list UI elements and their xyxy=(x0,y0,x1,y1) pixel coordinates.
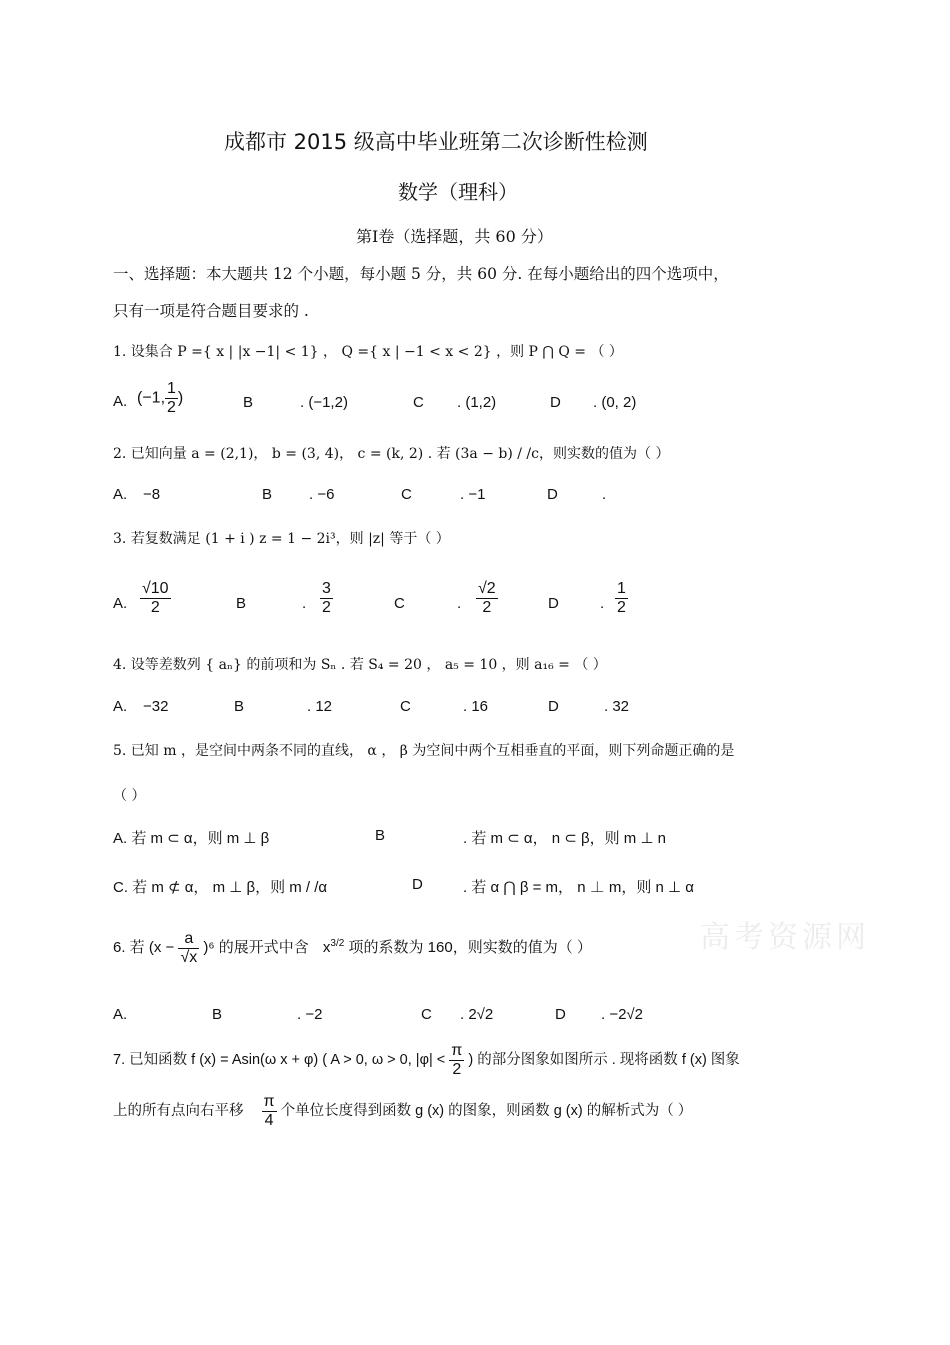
question-1-stem: 1. 设集合 P ={ x | |x −1| < 1} ， Q ={ x | −1 < x < 2} ，则 P ⋂ Q = （ ） xyxy=(113,344,623,360)
q3-c-den: 2 xyxy=(482,598,492,616)
volume-heading: 第Ⅰ卷（选择题，共 60 分） xyxy=(356,227,553,246)
q7-pi-num: π xyxy=(451,1042,463,1059)
q3-a-num: √10 xyxy=(142,580,169,597)
q6-fraction xyxy=(178,930,199,966)
question-6-stem xyxy=(113,930,592,966)
q7-line2-pre: 上的所有点向右平移 xyxy=(113,1102,244,1119)
q6-frac-den: √x xyxy=(180,948,198,966)
q2-option-b-label: B xyxy=(262,486,273,503)
q6-post: )⁶ 的展开式中含 xyxy=(203,939,309,957)
q1-a-den: 2 xyxy=(167,398,176,416)
q1-option-c-label: C xyxy=(413,394,424,411)
q7-line2-post: 个单位长度得到函数 g (x) 的图象，则函数 g (x) 的解析式为（ ） xyxy=(280,1102,693,1119)
question-7-line-2 xyxy=(113,1093,692,1129)
q3-c-num: √2 xyxy=(478,580,496,597)
q2-option-b-value: . −6 xyxy=(309,486,335,503)
question-5-stem: 5. 已知 m ，是空间中两条不同的直线， α ， β 为空间中两个互相垂直的平面，则下列命题正确的是 xyxy=(113,743,735,759)
q3-b-fraction xyxy=(320,580,333,616)
question-5-paren: （ ） xyxy=(113,788,146,804)
q4-option-b-value: . 12 xyxy=(307,698,333,715)
q1-a-prefix: (−1, xyxy=(137,389,166,407)
q7-shift-num: π xyxy=(263,1093,275,1110)
q6-option-a-label: A. xyxy=(113,1006,128,1023)
q1-option-b-label: B xyxy=(243,394,254,411)
q3-option-d-label: D xyxy=(548,595,559,612)
q1-option-d-label: D xyxy=(550,394,561,411)
watermark: 高考资源网 xyxy=(700,920,870,955)
q1-option-c-value: . (1,2) xyxy=(457,394,497,411)
q6-option-d-label: D xyxy=(555,1006,566,1023)
q3-c-fraction xyxy=(476,580,498,616)
q3-b-dot: . xyxy=(302,595,307,612)
q1-a-fraction xyxy=(165,380,178,416)
q2-option-a-value: −8 xyxy=(143,486,161,503)
question-3-stem: 3. 若复数满足 (1 + i ) z = 1 − 2i³，则 |z| 等于（ ） xyxy=(113,531,450,547)
q3-a-den: 2 xyxy=(150,598,160,616)
q7-shift-den: 4 xyxy=(264,1111,274,1129)
q2-option-d-value: . xyxy=(602,486,607,503)
q1-option-d-value: . (0, 2) xyxy=(593,394,637,411)
q4-option-b-label: B xyxy=(234,698,245,715)
q6-pre: 6. 若 (x − xyxy=(113,939,175,957)
q3-b-num: 3 xyxy=(322,580,331,597)
q7-pi-den: 2 xyxy=(452,1060,462,1078)
q3-b-den: 2 xyxy=(322,598,331,616)
q6-option-b-value: . −2 xyxy=(297,1006,323,1023)
question-4-stem: 4. 设等差数列 { aₙ} 的前项和为 Sₙ . 若 S₄ = 20 ， a₅ = 10 ，则 a₁₆ = （ ） xyxy=(113,657,607,673)
q4-option-a-value: −32 xyxy=(143,698,169,715)
q4-option-a-label: A. xyxy=(113,698,128,715)
q6-exponent: 3/2 xyxy=(330,938,345,950)
instructions-line-2: 只有一项是符合题目要求的 . xyxy=(113,302,309,320)
q1-a-suffix: ) xyxy=(177,389,184,407)
q1-option-a-value xyxy=(137,380,183,416)
q5-option-b-value: . 若 m ⊂ α， n ⊂ β，则 m ⊥ n xyxy=(463,830,667,847)
q3-option-a-label: A. xyxy=(113,595,128,612)
q7-pi-fraction xyxy=(449,1042,464,1078)
q3-d-num: 1 xyxy=(617,580,626,597)
q5-option-a: A. 若 m ⊂ α，则 m ⊥ β xyxy=(113,830,270,847)
q1-option-a-label: A. xyxy=(113,393,128,410)
q6-x: x xyxy=(322,939,331,957)
q6-frac-num: a xyxy=(178,930,199,949)
q5-option-c: C. 若 m ⊄ α， m ⊥ β，则 m / /α xyxy=(113,879,328,896)
q2-option-d-label: D xyxy=(547,486,558,503)
q7-line1-pre: 7. 已知函数 f (x) = Asin(ω x + φ) ( A > 0, ω > 0, |φ| < xyxy=(113,1051,446,1068)
q3-option-b-label: B xyxy=(236,595,247,612)
q4-option-c-value: . 16 xyxy=(463,698,489,715)
q5-option-d-value: . 若 α ⋂ β = m， n ⊥ m，则 n ⊥ α xyxy=(463,879,694,896)
q6-option-c-value: . 2√2 xyxy=(460,1006,494,1023)
q5-option-d-label: D xyxy=(412,876,423,893)
q1-option-b-value: . (−1,2) xyxy=(300,394,348,411)
q3-d-dot: . xyxy=(600,595,605,612)
q4-option-d-label: D xyxy=(548,698,559,715)
q2-option-c-label: C xyxy=(401,486,412,503)
q2-option-c-value: . −1 xyxy=(460,486,486,503)
instructions-line-1: 一、选择题：本大题共 12 个小题，每小题 5 分，共 60 分. 在每小题给出的四个选项中， xyxy=(113,265,729,283)
q5-option-b-label: B xyxy=(375,827,386,844)
q2-option-a-label: A. xyxy=(113,486,128,503)
q3-d-fraction xyxy=(615,580,628,616)
q4-option-c-label: C xyxy=(400,698,411,715)
q3-c-dot: . xyxy=(457,595,462,612)
q3-option-c-label: C xyxy=(394,595,405,612)
subject-title: 数学（理科） xyxy=(398,180,518,204)
q1-a-num: 1 xyxy=(167,380,176,397)
q6-option-d-value: . −2√2 xyxy=(601,1006,644,1023)
q6-option-b-label: B xyxy=(212,1006,223,1023)
q3-d-den: 2 xyxy=(617,598,626,616)
question-2-stem: 2. 已知向量 a = (2,1)， b = (3, 4)， c = (k, 2) . 若 (3a − b) / /c，则实数的值为（ ） xyxy=(113,446,670,462)
q6-rest: 项的系数为 160，则实数的值为（ ） xyxy=(348,939,592,957)
q4-option-d-value: . 32 xyxy=(604,698,630,715)
exam-title: 成都市 2015 级高中毕业班第二次诊断性检测 xyxy=(224,130,648,154)
q7-line1-post: ) 的部分图象如图所示 . 现将函数 f (x) 图象 xyxy=(468,1051,740,1068)
q3-a-fraction xyxy=(140,580,171,616)
question-7-line-1 xyxy=(113,1042,740,1078)
q6-option-c-label: C xyxy=(421,1006,432,1023)
q7-shift-fraction xyxy=(262,1093,277,1129)
